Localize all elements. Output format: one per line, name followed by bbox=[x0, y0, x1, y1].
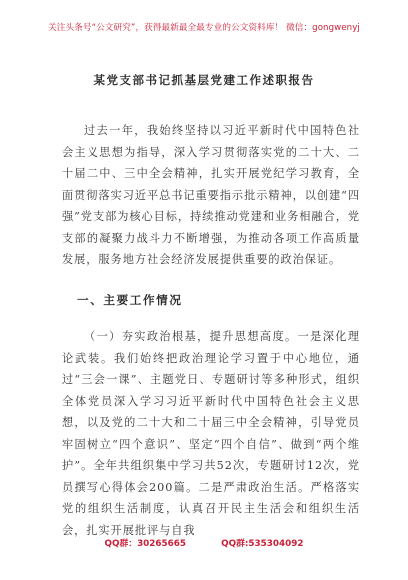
header-banner: 关注头条号“公文研究”，获得最新最全最专业的公文资料库！ 微信：gongwenyj bbox=[48, 23, 360, 33]
footer-contact bbox=[0, 536, 408, 549]
document-title: 某党支部书记抓基层党建工作述职报告 bbox=[93, 73, 315, 87]
intro-paragraph: 过去一年，我始终坚持以习近平新时代中国特色社会主义思想为指导，深入学习贯彻落实党的二十大、二十届二中、三中全会精神，扎实开展党纪学习教育，全面贯彻落实习近平总书记重要指示批示精神，以创建“四强”党支部为核心目标，持续推动党建和业务相融合，党支部的凝聚力战斗力不断增强，为推动各项工作高质量发展，服务地方社会经济发展提供重要的政治保证。 bbox=[62, 124, 360, 266]
footer-qq-group-1: QQ群：30265665 bbox=[104, 539, 187, 549]
section-heading: 一、主要工作情况 bbox=[77, 293, 183, 307]
footer-qq-group-2: QQ群:535304092 bbox=[221, 539, 304, 549]
section-paragraph: （一）夯实政治根基，提升思想高度。一是深化理论武装。我们始终把政治理论学习置于中心地位，通过“三会一课”、主题党日、专题研讨等多种形式，组织全体党员深入学习习近平新时代中国特色社会主义思想，以及党的二十大和二十届三中全会精神，引导党员牢固树立“四个意识”、坚定“四个自信”、做到“两个维护”。全年共组织集中学习共52次，专题研讨12次，党员撰写心得体会200篇。二是严肃政治生活。严格落实党的组织生活制度，认真召开民主生活会和组织生活会，扎实开展批评与自我 bbox=[62, 330, 360, 537]
